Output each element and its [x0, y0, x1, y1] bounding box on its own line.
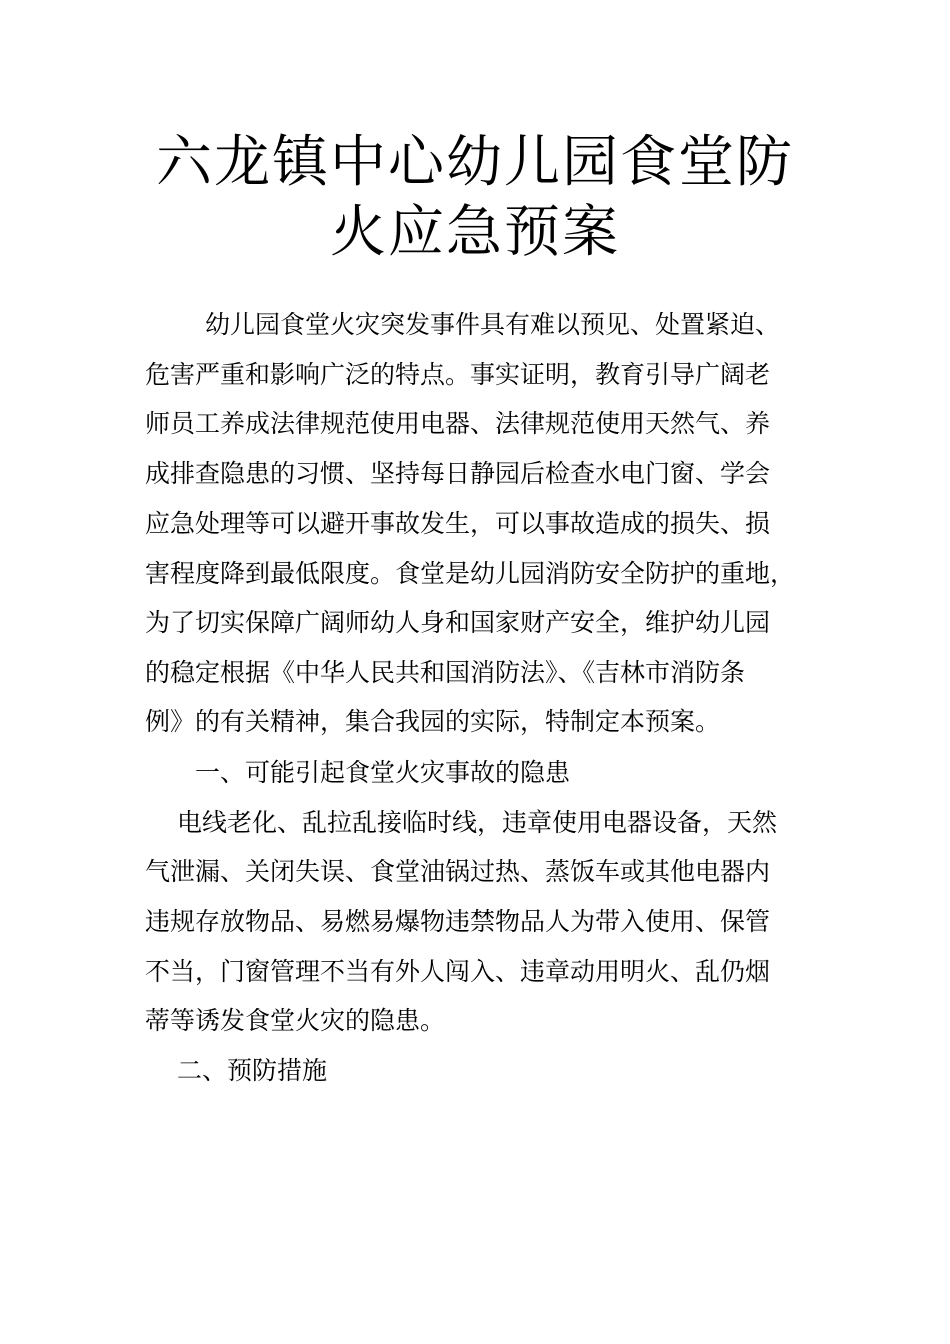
document-title-line-1: 六龙镇中心幼儿园食堂防 — [156, 130, 794, 195]
intro-line: 为了切实保障广阔师幼人身和国家财产安全，维护幼儿园 — [145, 608, 771, 637]
intro-line: 应急处理等可以避开事故发生，可以事故造成的损失、损 — [145, 509, 771, 538]
section-1-line: 不当，门窗管理不当有外人闯入、违章动用明火、乱仍烟 — [145, 957, 771, 986]
section-1-line: 蒂等诱发食堂火灾的隐患。 — [145, 1006, 446, 1035]
section-1-heading: 一、可能引起食堂火灾事故的隐患 — [195, 758, 571, 787]
section-1-line: 电线老化、乱拉乱接临时线，违章使用电器设备，天然 — [177, 808, 778, 837]
document-title-line-2: 火应急预案 — [330, 200, 620, 265]
intro-line: 害程度降到最低限度。食堂是幼儿园消防安全防护的重地， — [145, 559, 796, 588]
section-1-line: 气泄漏、关闭失误、食堂油锅过热、蒸饭车或其他电器内 — [145, 857, 771, 886]
intro-line: 师员工养成法律规范使用电器、法律规范使用天然气、养 — [145, 409, 771, 438]
section-1-line: 违规存放物品、易燃易爆物违禁物品人为带入使用、保管 — [145, 907, 771, 936]
intro-line: 幼儿园食堂火灾突发事件具有难以预见、处置紧迫、 — [205, 310, 781, 339]
intro-line: 例》的有关精神，集合我园的实际，特制定本预案。 — [145, 707, 721, 736]
intro-line: 的稳定根据《中华人民共和国消防法》、《吉林市消防条 — [145, 658, 746, 687]
intro-line: 成排查隐患的习惯、坚持每日静园后检查水电门窗、学会 — [145, 459, 771, 488]
section-2-heading: 二、预防措施 — [177, 1056, 328, 1085]
intro-line: 危害严重和影响广泛的特点。事实证明，教育引导广阔老 — [145, 360, 771, 389]
